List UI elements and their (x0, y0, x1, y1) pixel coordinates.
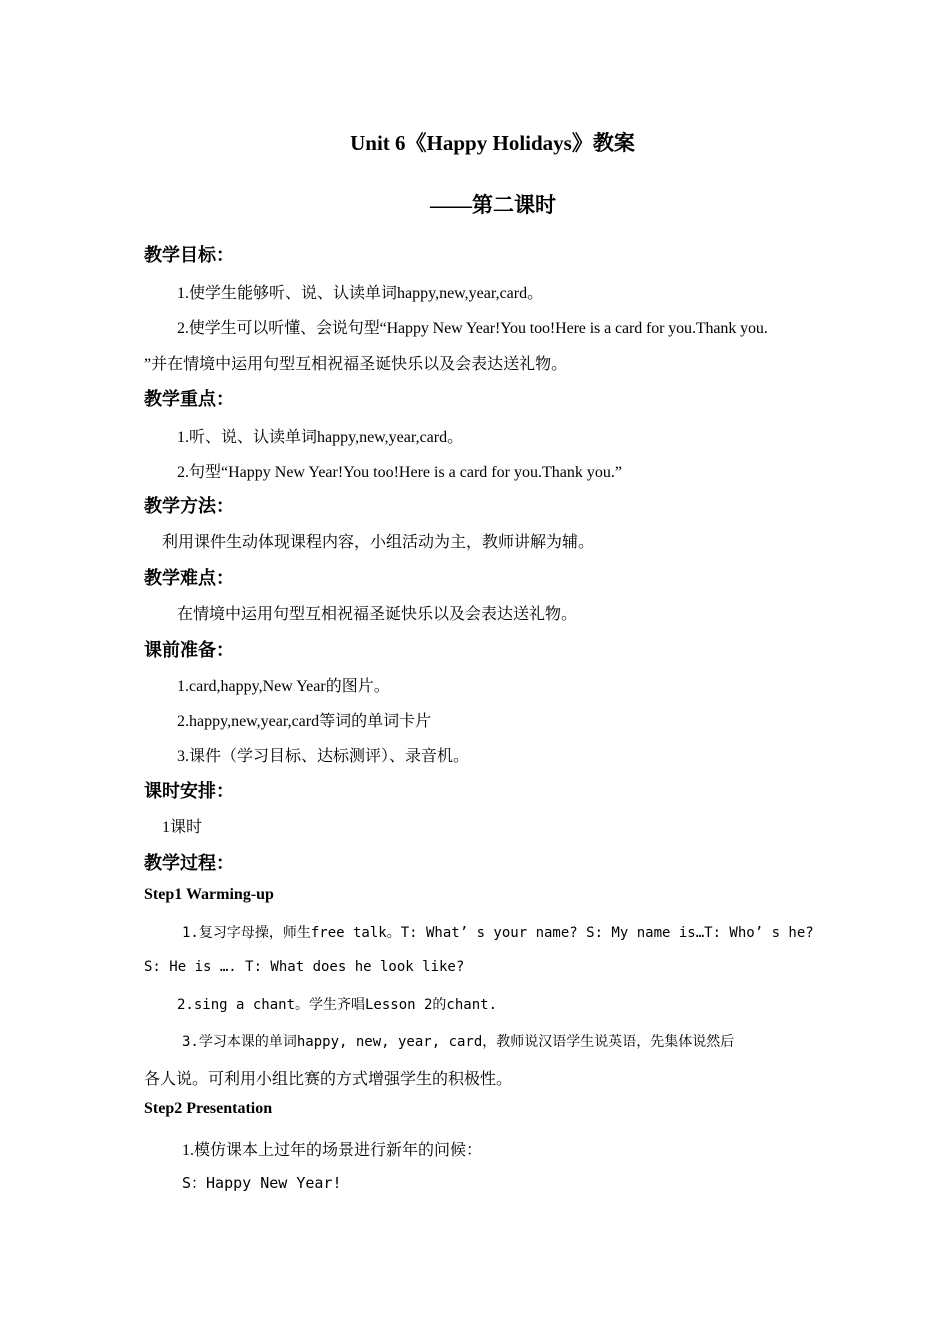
objective-item-2-line-2: ”并在情境中运用句型互相祝福圣诞快乐以及会表达送礼物。 (144, 356, 568, 373)
methods-text: 利用课件生动体现课程内容，小组活动为主，教师讲解为辅。 (162, 534, 595, 551)
step1-item-1-line-1: 1.复习字母操，师生free talk。T: What’ s your name? S: My name is…T: Who’ s he? (182, 925, 814, 941)
step2-item-1: 1.模仿课本上过年的场景进行新年的问候： (182, 1142, 483, 1159)
document-title: Unit 6《Happy Holidays》教案 (350, 131, 635, 155)
difficulties-text: 在情境中运用句型互相祝福圣诞快乐以及会表达送礼物。 (177, 606, 578, 623)
key-point-item-1: 1.听、说、认读单词happy,new,year,card。 (177, 429, 464, 446)
step1-title: Step1 Warming-up (144, 886, 274, 903)
difficulties-heading: 教学难点： (144, 568, 234, 589)
step1-item-3-line-1: 3.学习本课的单词happy, new, year, card，教师说汉语学生说英语，先集体说然后 (182, 1034, 735, 1050)
objective-item-2-line-1: 2.使学生可以听懂、会说句型“Happy New Year!You too!Here is a card for you.Thank you. (177, 320, 768, 337)
key-points-heading: 教学重点： (144, 389, 234, 410)
schedule-text: 1课时 (162, 819, 203, 836)
preparation-item-3: 3.课件（学习目标、达标测评）、录音机。 (177, 748, 470, 765)
methods-heading: 教学方法： (144, 496, 234, 517)
step2-dialogue-1: S：Happy New Year! (182, 1174, 342, 1192)
step2-title: Step2 Presentation (144, 1100, 273, 1117)
step1-item-1-line-2: S: He is …. T: What does he look like? (144, 959, 465, 975)
schedule-heading: 课时安排： (144, 781, 234, 802)
document-subtitle: ——第二课时 (430, 193, 556, 217)
key-point-item-2: 2.句型“Happy New Year!You too!Here is a card for you.Thank you.” (177, 464, 622, 481)
preparation-item-1: 1.card,happy,New Year的图片。 (177, 678, 390, 695)
step1-item-3-line-2: 各人说。可利用小组比赛的方式增强学生的积极性。 (144, 1071, 513, 1088)
objective-item-1: 1.使学生能够听、说、认读单词happy,new,year,card。 (177, 285, 544, 302)
preparation-item-2: 2.happy,new,year,card等词的单词卡片 (177, 713, 432, 730)
process-heading: 教学过程： (144, 853, 234, 874)
preparation-heading: 课前准备： (144, 640, 234, 661)
objectives-heading: 教学目标： (144, 245, 234, 266)
step1-item-2: 2.sing a chant。学生齐唱Lesson 2的chant. (177, 997, 498, 1013)
